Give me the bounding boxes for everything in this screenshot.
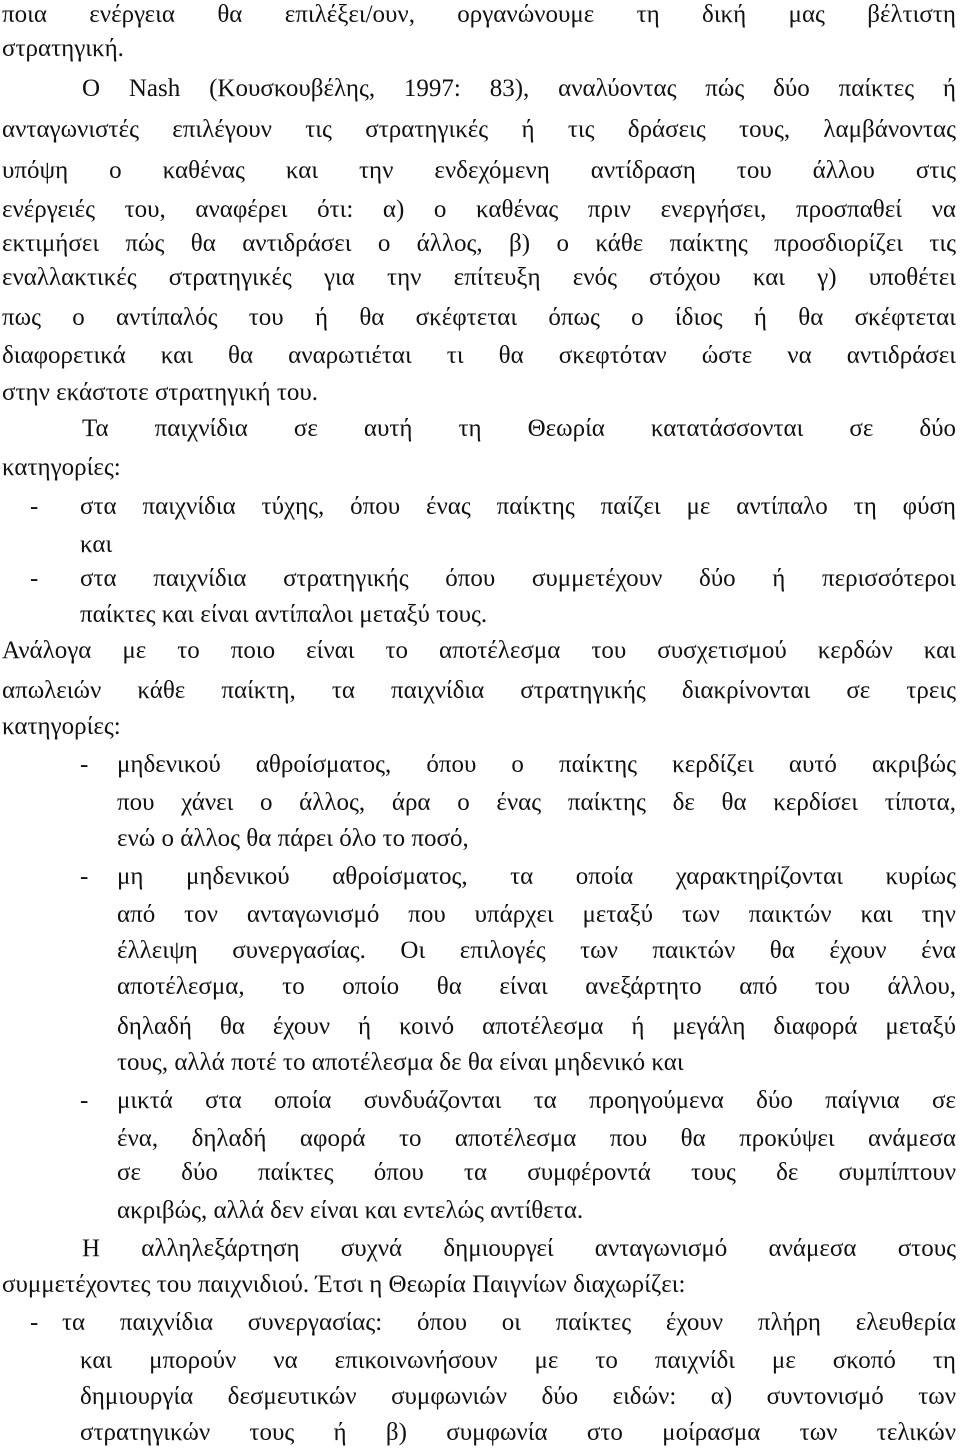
text-line: στρατηγική. [2, 35, 124, 62]
text-line: διαφορετικά και θα αναρωτιέται τι θα σκεφτόταν ώστε να αντιδράσει [2, 342, 956, 369]
list-dash: - [30, 493, 39, 520]
list-item-text: αποτέλεσμα, το οποίο θα είναι ανεξάρτητο από του άλλου, [117, 973, 956, 1000]
text-line: Τα παιχνίδια σε αυτή τη Θεωρία κατατάσσονται σε δύο [82, 415, 956, 442]
list-item-text: στρατηγικών τους ή β) συμφωνία στο μοίρασμα των τελικών [80, 1419, 956, 1446]
list-item-text: από τον ανταγωνισμό που υπάρχει μεταξύ των παικτών και την [117, 901, 956, 928]
list-item-text: τους, αλλά ποτέ το αποτέλεσμα δε θα είναι μηδενικό και [117, 1049, 684, 1076]
list-dash: - [30, 565, 39, 592]
text-line: κατηγορίες: [2, 713, 121, 740]
text-line: συμμετέχοντες του παιχνιδιού. Έτσι η Θεωρία Παιγνίων διαχωρίζει: [2, 1271, 686, 1298]
list-item-text: ενώ ο άλλος θα πάρει όλο το ποσό, [117, 825, 469, 852]
list-dash: - [30, 1309, 39, 1336]
list-dash: - [80, 751, 89, 778]
list-item-text: μικτά στα οποία συνδυάζονται τα προηγούμενα δύο παίγνια σε [117, 1087, 956, 1114]
text-line: Ο Nash (Κουσκουβέλης, 1997: 83), αναλύοντας πώς δύο παίκτες ή [82, 75, 956, 102]
list-item-text: παίκτες και είναι αντίπαλοι μεταξύ τους. [80, 601, 488, 628]
list-item-text: μη μηδενικού αθροίσματος, τα οποία χαρακτηρίζονται κυρίως [117, 863, 956, 890]
text-line: κατηγορίες: [2, 454, 121, 481]
text-line: εκτιμήσει πώς θα αντιδράσει ο άλλος, β) ο κάθε παίκτης προσδιορίζει τις [2, 230, 956, 257]
text-line: υπόψη ο καθένας και την ενδεχόμενη αντίδραση του άλλου στις [2, 157, 956, 184]
text-line: στην εκάστοτε στρατηγική του. [2, 379, 319, 406]
text-line: Η αλληλεξάρτηση συχνά δημιουργεί ανταγωνισμό ανάμεσα στους [82, 1235, 956, 1262]
list-item-text: μηδενικού αθροίσματος, όπου ο παίκτης κερδίζει αυτό ακριβώς [117, 751, 956, 778]
list-item-text: στα παιχνίδια τύχης, όπου ένας παίκτης παίζει με αντίπαλο τη φύση [80, 493, 956, 520]
list-item-text: και [80, 531, 113, 558]
text-line: πως ο αντίπαλός του ή θα σκέφτεται όπως ο ίδιος ή θα σκέφτεται [2, 304, 956, 331]
text-line: εναλλακτικές στρατηγικές για την επίτευξη ενός στόχου και γ) υποθέτει [2, 264, 956, 291]
list-dash: - [80, 1087, 89, 1114]
list-item-text: ακριβώς, αλλά δεν είναι και εντελώς αντίθετα. [117, 1197, 584, 1224]
text-line: ανταγωνιστές επιλέγουν τις στρατηγικές ή τις δράσεις τους, λαμβάνοντας [2, 116, 956, 143]
text-line: ενέργειές του, αναφέρει ότι: α) ο καθένας πριν ενεργήσει, προσπαθεί να [2, 196, 956, 223]
list-item-text: που χάνει ο άλλος, άρα ο ένας παίκτης δε θα κερδίσει τίποτα, [117, 789, 956, 816]
text-line: ποια ενέργεια θα επιλέξει/ουν, οργανώνουμε τη δική μας βέλτιστη [2, 1, 956, 28]
list-item-text: δημιουργία δεσμευτικών συμφωνιών δύο ειδών: α) συντονισμό των [80, 1383, 956, 1410]
list-item-text: στα παιχνίδια στρατηγικής όπου συμμετέχουν δύο ή περισσότεροι [80, 565, 956, 592]
list-item-text: σε δύο παίκτες όπου τα συμφέροντά τους δε συμπίπτουν [117, 1159, 956, 1186]
text-line: Ανάλογα με το ποιο είναι το αποτέλεσμα του συσχετισμού κερδών και [2, 637, 956, 664]
list-item-text: έλλειψη συνεργασίας. Οι επιλογές των παικτών θα έχουν ένα [117, 937, 956, 964]
list-item-text: δηλαδή θα έχουν ή κοινό αποτέλεσμα ή μεγάλη διαφορά μεταξύ [117, 1013, 956, 1040]
text-line: απωλειών κάθε παίκτη, τα παιχνίδια στρατηγικής διακρίνονται σε τρεις [2, 677, 956, 704]
list-item-text: τα παιχνίδια συνεργασίας: όπου οι παίκτες έχουν πλήρη ελευθερία [62, 1309, 956, 1336]
list-item-text: και μπορούν να επικοινωνήσουν με το παιχνίδι με σκοπό τη [80, 1347, 956, 1374]
list-dash: - [80, 863, 89, 890]
list-item-text: ένα, δηλαδή αφορά το αποτέλεσμα που θα προκύψει ανάμεσα [117, 1125, 956, 1152]
